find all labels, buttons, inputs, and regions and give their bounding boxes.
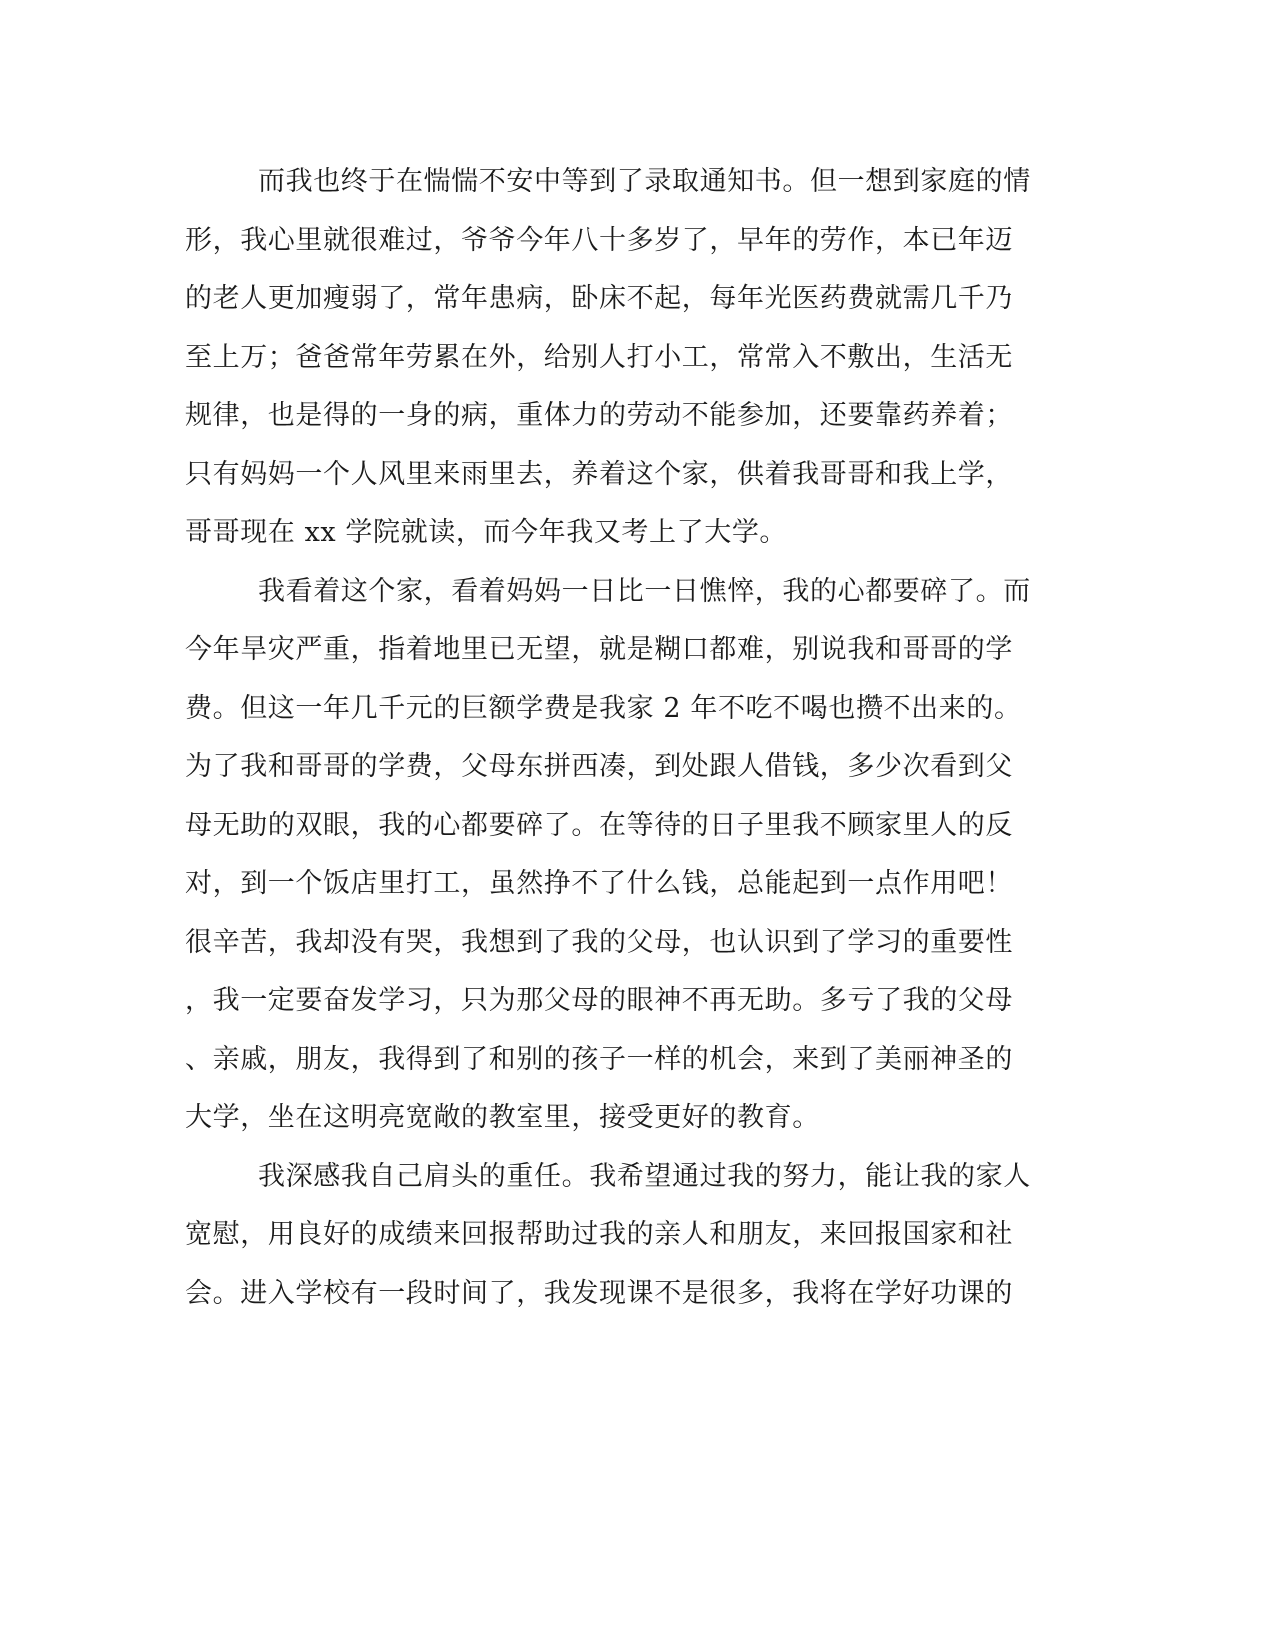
paragraph-1-line-2: 形，我心里就很难过，爷爷今年八十多岁了，早年的劳作，本已年迈 bbox=[185, 225, 1013, 256]
paragraph-1-line-5: 规律，也是得的一身的病，重体力的劳动不能参加，还要靠药养着； bbox=[185, 400, 1013, 431]
paragraph-2-line-10: 大学，坐在这明亮宽敞的教室里，接受更好的教育。 bbox=[185, 1102, 820, 1133]
paragraph-2-line-8: ，我一定要奋发学习，只为那父母的眼神不再无助。多亏了我的父母 bbox=[185, 985, 1013, 1016]
paragraph-2-line-4: 为了我和哥哥的学费，父母东拼西凑，到处跟人借钱，多少次看到父 bbox=[185, 751, 1013, 782]
paragraph-2-line-6: 对，到一个饭店里打工，虽然挣不了什么钱，总能起到一点作用吧！ bbox=[185, 868, 1013, 899]
paragraph-1-line-4: 至上万；爸爸常年劳累在外，给别人打小工，常常入不敷出，生活无 bbox=[185, 342, 1013, 373]
paragraph-1-line-7: 哥哥现在 xx 学院就读，而今年我又考上了大学。 bbox=[185, 517, 788, 548]
paragraph-1-line-1: 而我也终于在惴惴不安中等到了录取通知书。但一想到家庭的情 bbox=[258, 166, 1031, 197]
paragraph-3-line-3: 会。进入学校有一段时间了，我发现课不是很多，我将在学好功课的 bbox=[185, 1278, 1013, 1309]
paragraph-2-line-2: 今年旱灾严重，指着地里已无望，就是糊口都难，别说我和哥哥的学 bbox=[185, 634, 1013, 665]
paragraph-2-line-9: 、亲戚，朋友，我得到了和别的孩子一样的机会，来到了美丽神圣的 bbox=[185, 1044, 1013, 1075]
paragraph-2-line-3: 费。但这一年几千元的巨额学费是我家 2 年不吃不喝也攒不出来的。 bbox=[185, 693, 1022, 724]
paragraph-3-line-1: 我深感我自己肩头的重任。我希望通过我的努力，能让我的家人 bbox=[258, 1161, 1031, 1192]
paragraph-1-line-3: 的老人更加瘦弱了，常年患病，卧床不起，每年光医药费就需几千乃 bbox=[185, 283, 1013, 314]
paragraph-2-line-1: 我看着这个家，看着妈妈一日比一日憔悴，我的心都要碎了。而 bbox=[258, 576, 1031, 607]
paragraph-2-line-7: 很辛苦，我却没有哭，我想到了我的父母，也认识到了学习的重要性 bbox=[185, 927, 1013, 958]
paragraph-3-line-2: 宽慰，用良好的成绩来回报帮助过我的亲人和朋友，来回报国家和社 bbox=[185, 1219, 1013, 1250]
paragraph-2-line-5: 母无助的双眼，我的心都要碎了。在等待的日子里我不顾家里人的反 bbox=[185, 810, 1013, 841]
paragraph-1-line-6: 只有妈妈一个人风里来雨里去，养着这个家，供着我哥哥和我上学， bbox=[185, 459, 1013, 490]
